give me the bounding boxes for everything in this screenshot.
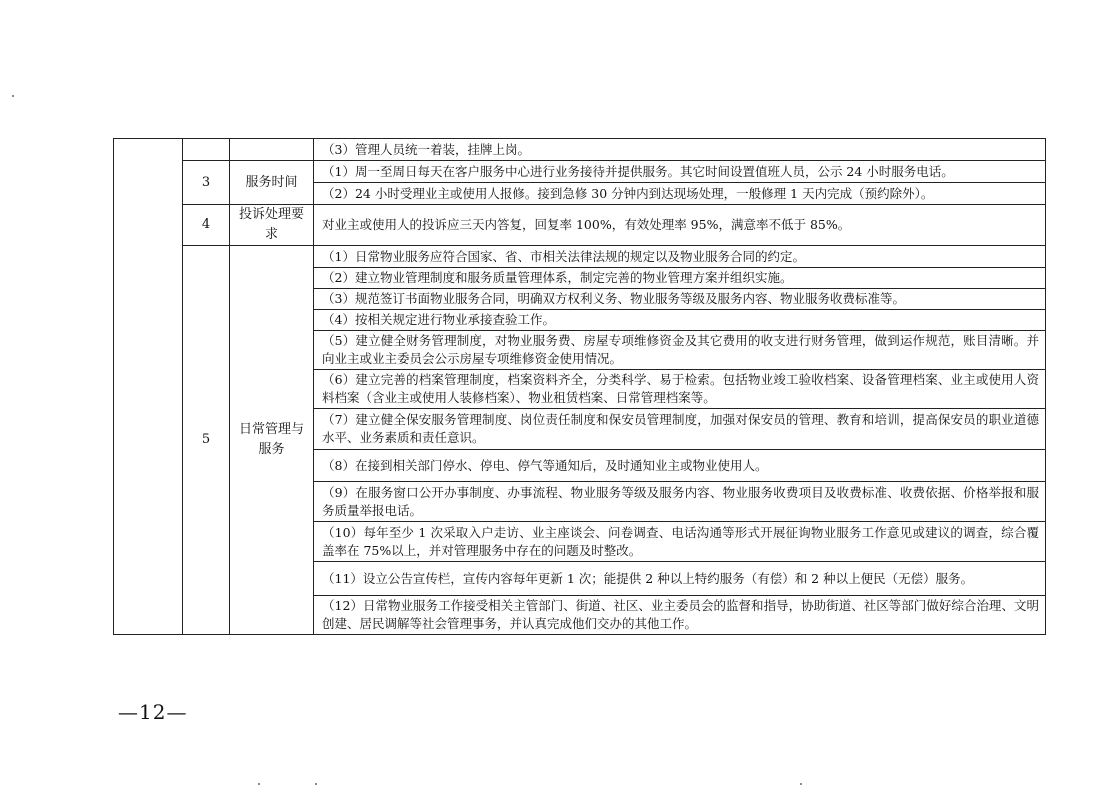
category-cell [114, 139, 183, 635]
table-row [114, 139, 1046, 161]
item-content: （12）日常物业服务工作接受相关主管部门、街道、社区、业主委员会的监督和指导，协助街道、社区等部门做好综合治理、文明创建、居民调解等社会管理事务，并认真完成他们交办的其他工作。 [314, 596, 1046, 635]
table-row [114, 161, 1046, 183]
item-content: （2）建立物业管理制度和服务质量管理体系，制定完善的物业管理方案并组织实施。 [314, 268, 1046, 289]
item-name: 服务时间 [230, 161, 314, 205]
scan-speck [258, 783, 260, 785]
item-content: （3）管理人员统一着装，挂牌上岗。 [314, 139, 1046, 161]
item-content: （9）在服务窗口公开办事制度、办事流程、物业服务等级及服务内容、物业服务收费项目及收费标准、收费依据、价格举报和服务质量举报电话。 [314, 482, 1046, 522]
table-row [114, 205, 1046, 246]
item-name-cell [230, 139, 314, 161]
standards-table [113, 138, 1046, 635]
item-number: 3 [183, 161, 230, 205]
item-content: （6）建立完善的档案管理制度，档案资料齐全，分类科学、易于检索。包括物业竣工验收档案、设备管理档案、业主或使用人资料档案（含业主或使用人装修档案）、物业租赁档案、日常管理档案等。 [314, 370, 1046, 409]
table-row [114, 246, 1046, 268]
scan-speck [800, 783, 802, 785]
item-content: （11）设立公告宣传栏，宣传内容每年更新 1 次；能提供 2 种以上特约服务（有偿）和 2 种以上便民（无偿）服务。 [314, 562, 1046, 596]
item-name: 投诉处理要求 [230, 205, 314, 246]
page-number: —12— [118, 700, 188, 724]
item-content: （2）24 小时受理业主或使用人报修。接到急修 30 分钟内到达现场处理，一般修理 1 天内完成（预约除外）。 [314, 183, 1046, 205]
item-number: 4 [183, 205, 230, 246]
item-content: （8）在接到相关部门停水、停电、停气等通知后，及时通知业主或物业使用人。 [314, 450, 1046, 482]
item-content: （1）日常物业服务应符合国家、省、市相关法律法规的规定以及物业服务合同的约定。 [314, 246, 1046, 268]
item-content: （10）每年至少 1 次采取入户走访、业主座谈会、问卷调查、电话沟通等形式开展征询物业服务工作意见或建议的调查，综合覆盖率在 75%以上，并对管理服务中存在的问题及时整改。 [314, 522, 1046, 562]
item-number-cell [183, 139, 230, 161]
item-content: （7）建立健全保安服务管理制度、岗位责任制度和保安员管理制度，加强对保安员的管理、教育和培训，提高保安员的职业道德水平、业务素质和责任意识。 [314, 409, 1046, 450]
item-number: 5 [183, 246, 230, 635]
item-content: （5）建立健全财务管理制度，对物业服务费、房屋专项维修资金及其它费用的收支进行财务管理，做到运作规范，账目清晰。并向业主或业主委员会公示房屋专项维修资金使用情况。 [314, 331, 1046, 370]
item-content: （4）按相关规定进行物业承接查验工作。 [314, 310, 1046, 331]
scan-speck [315, 783, 317, 785]
item-content: （1）周一至周日每天在客户服务中心进行业务接待并提供服务。其它时间设置值班人员，公示 24 小时服务电话。 [314, 161, 1046, 183]
item-content: 对业主或使用人的投诉应三天内答复，回复率 100%，有效处理率 95%，满意率不低于 85%。 [314, 205, 1046, 246]
scan-speck [12, 95, 14, 97]
item-content: （3）规范签订书面物业服务合同，明确双方权利义务、物业服务等级及服务内容、物业服务收费标准等。 [314, 289, 1046, 310]
item-name: 日常管理与服务 [230, 246, 314, 635]
